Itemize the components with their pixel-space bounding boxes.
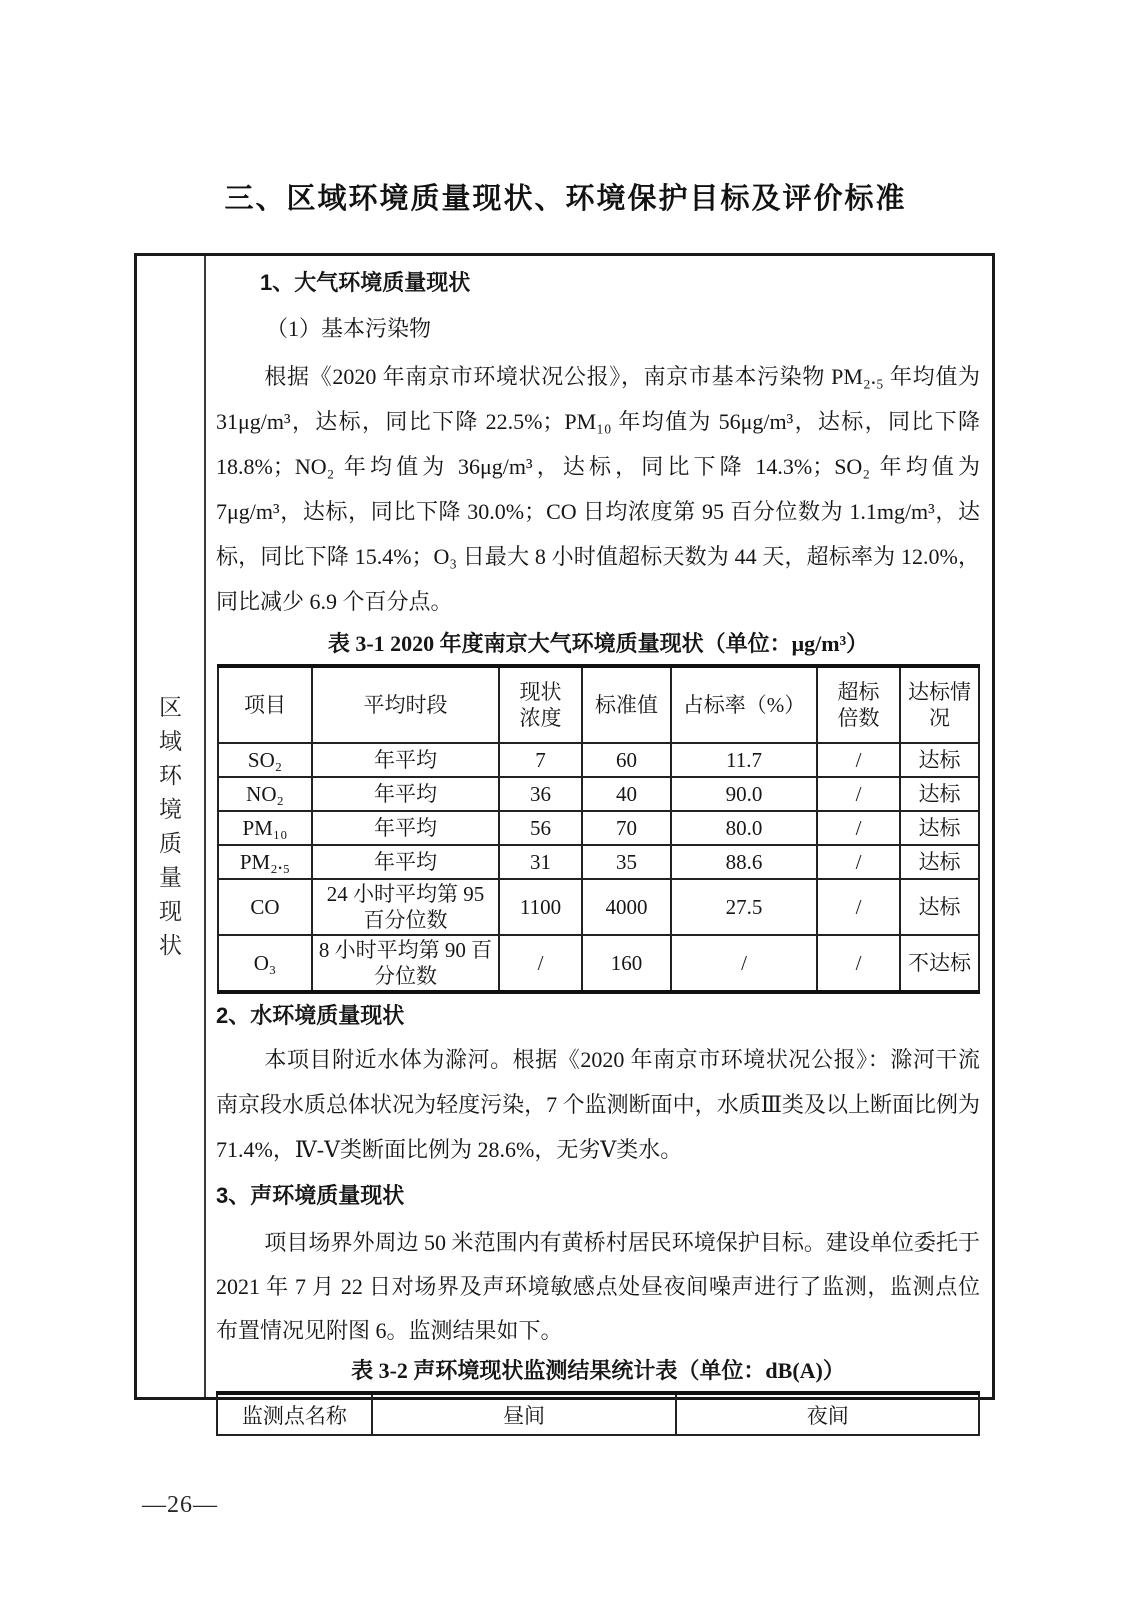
cell-ratio: 80.0 — [671, 811, 817, 845]
col-header-attainment: 达标情况 — [900, 666, 979, 743]
cell-exceed: / — [817, 935, 900, 992]
cell-ratio: / — [671, 935, 817, 992]
page-number: —26— — [142, 1492, 218, 1518]
paragraph-air-quality: 根据《2020 年南京市环境状况公报》，南京市基本污染物 PM₂.₅ 年均值为 31μg/m³，达标，同比下降 22.5%；PM₁₀ 年均值为 56μg/m³，达标，同比下降 18.8%；NO₂ 年均值为 36μg/m³，达标，同比下降 14.3%；SO₂ 年均值为 7μg/m³，达标，同比下降 30.0%；CO 日均浓度第 95 百分位数为 1.1mg/m³，达标，同比下降 15.4%；O₃ 日最大 8 小时值超标天数为 44 天，超标率为 12.0%，同比减少 6.9 个百分点。 — [216, 364, 980, 614]
cell-attainment: 达标 — [900, 811, 979, 845]
table-noise-monitoring — [216, 1391, 980, 1436]
cell-concentration: 31 — [499, 845, 582, 879]
cell-standard: 4000 — [582, 879, 671, 935]
cell-exceed: / — [817, 777, 900, 811]
heading-air-quality: 1、大气环境质量现状 — [260, 270, 471, 295]
cell-standard: 40 — [582, 777, 671, 811]
cell-concentration: / — [499, 935, 582, 992]
table-row — [218, 935, 979, 992]
col-header-averaging-period: 平均时段 — [312, 666, 499, 743]
cell-ratio: 27.5 — [671, 879, 817, 935]
subheading-basic-pollutants: （1）基本污染物 — [266, 316, 432, 341]
cell-concentration: 56 — [499, 811, 582, 845]
table-header-row — [217, 1393, 979, 1435]
cell-ratio: 88.6 — [671, 845, 817, 879]
cell-pollutant: PM₁₀ — [218, 811, 312, 845]
cell-standard: 160 — [582, 935, 671, 992]
cell-period: 年平均 — [312, 777, 499, 811]
cell-exceed: / — [817, 743, 900, 777]
cell-attainment: 达标 — [900, 845, 979, 879]
cell-ratio: 90.0 — [671, 777, 817, 811]
table-air-quality — [217, 664, 980, 994]
cell-attainment: 达标 — [900, 777, 979, 811]
heading-noise-quality: 3、声环境质量现状 — [216, 1183, 405, 1208]
col-header-nighttime: 夜间 — [676, 1393, 979, 1435]
cell-pollutant: SO₂ — [218, 743, 312, 777]
table-row — [218, 845, 979, 879]
table32-caption: 表 3-2 声环境现状监测结果统计表（单位：dB(A)） — [351, 1358, 845, 1383]
paragraph-water-quality: 本项目附近水体为滁河。根据《2020 年南京市环境状况公报》：滁河干流南京段水质总体状况为轻度污染，7 个监测断面中，水质Ⅲ类及以上断面比例为 71.4%，Ⅳ-Ⅴ类断面比例为 28.6%，无劣Ⅴ类水。 — [216, 1047, 980, 1162]
cell-period: 年平均 — [312, 743, 499, 777]
table-row — [218, 777, 979, 811]
col-header-item: 项目 — [218, 666, 312, 743]
cell-attainment: 不达标 — [900, 935, 979, 992]
table-row — [218, 743, 979, 777]
cell-period: 8 小时平均第 90 百分位数 — [312, 935, 499, 992]
cell-concentration: 7 — [499, 743, 582, 777]
cell-concentration: 36 — [499, 777, 582, 811]
col-header-standard-value: 标准值 — [582, 666, 671, 743]
cell-attainment: 达标 — [900, 743, 979, 777]
cell-concentration: 1100 — [499, 879, 582, 935]
page-title: 三、区域环境质量现状、环境保护目标及评价标准 — [224, 183, 907, 215]
col-header-daytime: 昼间 — [372, 1393, 677, 1435]
col-header-ratio: 占标率（%） — [671, 666, 817, 743]
paragraph-noise-quality: 项目场界外周边 50 米范围内有黄桥村居民环境保护目标。建设单位委托于 2021 年 7 月 22 日对场界及声环境敏感点处昼夜间噪声进行了监测，监测点位布置情况见附图 6。监测结果如下。 — [216, 1230, 980, 1343]
form-content-cell — [206, 256, 995, 1428]
cell-ratio: 11.7 — [671, 743, 817, 777]
cell-pollutant: NO₂ — [218, 777, 312, 811]
table-row — [218, 811, 979, 845]
cell-period: 年平均 — [312, 811, 499, 845]
cell-attainment: 达标 — [900, 879, 979, 935]
col-header-monitoring-point: 监测点名称 — [217, 1393, 372, 1435]
cell-pollutant: PM₂.₅ — [218, 845, 312, 879]
cell-period: 年平均 — [312, 845, 499, 879]
col-header-exceed-multiple: 超标 倍数 — [817, 666, 900, 743]
cell-exceed: / — [817, 811, 900, 845]
cell-standard: 70 — [582, 811, 671, 845]
sidebar-vertical-label: 区域环境质量现状 — [159, 694, 182, 958]
cell-exceed: / — [817, 845, 900, 879]
table-row — [218, 879, 979, 935]
cell-pollutant: CO — [218, 879, 312, 935]
cell-standard: 35 — [582, 845, 671, 879]
cell-period: 24 小时平均第 95 百分位数 — [312, 879, 499, 935]
col-header-current-concentration: 现状 浓度 — [499, 666, 582, 743]
table31-caption: 表 3-1 2020 年度南京大气环境质量现状（单位：μg/m³） — [327, 631, 869, 656]
table-header-row — [218, 666, 979, 743]
heading-water-quality: 2、水环境质量现状 — [216, 1003, 405, 1028]
cell-standard: 60 — [582, 743, 671, 777]
cell-pollutant: O₃ — [218, 935, 312, 992]
sidebar-row-header-cell — [137, 256, 206, 1397]
cell-exceed: / — [817, 879, 900, 935]
form-outer-border — [134, 253, 995, 1428]
